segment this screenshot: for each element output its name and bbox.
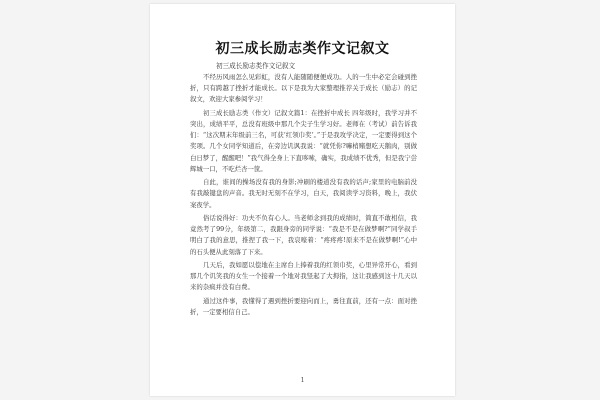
page-number: 1	[300, 377, 305, 384]
paragraph: 不经历风雨怎么见彩虹，没有人能随随便便成功。人的一生中必定会碰到挫折，只有跨越了挫折才能成长。以下是我为大家整理推荐关于成长（励志）的记叙文，欢迎大家参阅学习！	[190, 73, 417, 104]
paragraph: 自此，谁间的操场没有我的身影;冲刷的楼道没有我的话声;家里的电脑前没有我敲键盘的声音。我无时无刻不在学习，白天，我阅读学习资料，晚上，我伏案夜学。	[190, 178, 417, 209]
paragraph: 几天后，我如愿以偿地在主席台上捧着我的红领巾奖，心里异常开心，看到那几个讥笑我的女生一个接着一个地对我竖起了大拇指，这让我感到这十几天以来的杂疯并没有白费。	[190, 261, 417, 292]
paragraph: 通过这件事，我懂得了遇到挫折要迎向而上，勇往直前，还有一点：面对挫折，一定要相信自己。	[190, 296, 417, 316]
paragraph: 初三成长励志类（作文）记叙文篇1：在挫折中成长 四年级时，我学习并不突出，成绩平平，总没有班级中那几个尖子生学习好。老师在（考试）前告诉我们：“这次期末年级前三名，可获‘红领巾奖’。”于是我攻学决定，一定要得到这个奖项。几个女同学知道后，在旁边讥讽我说：“就凭你?嘛梢赌想吃天鹅肉，别做白日梦了，醒醒吧！”我气得全身上下直哆嗦，确实，我成绩不优秀，但是我宁尝辉城一口，不吃烂杏一筐。	[190, 108, 417, 173]
document-subtitle: 初三成长励志类作文记叙文	[216, 62, 296, 70]
paragraph: 俗话说得好：功夫不负有心人。当老师念到我的成绩时，简直不敢相信，我竟然考了99分，年级第二，我跟身旁的同学说：“我是不是在做梦啊?”同学叔手明白了我的意思，推捏了我一下，我哀嚎着：“疼疼疼!原来不是在做梦啊!”心中的石头便从此刻落了下来。	[190, 214, 417, 256]
document-page	[150, 4, 455, 396]
document-body	[190, 72, 417, 320]
document-title: 初三成长励志类作文记叙文	[215, 41, 390, 57]
